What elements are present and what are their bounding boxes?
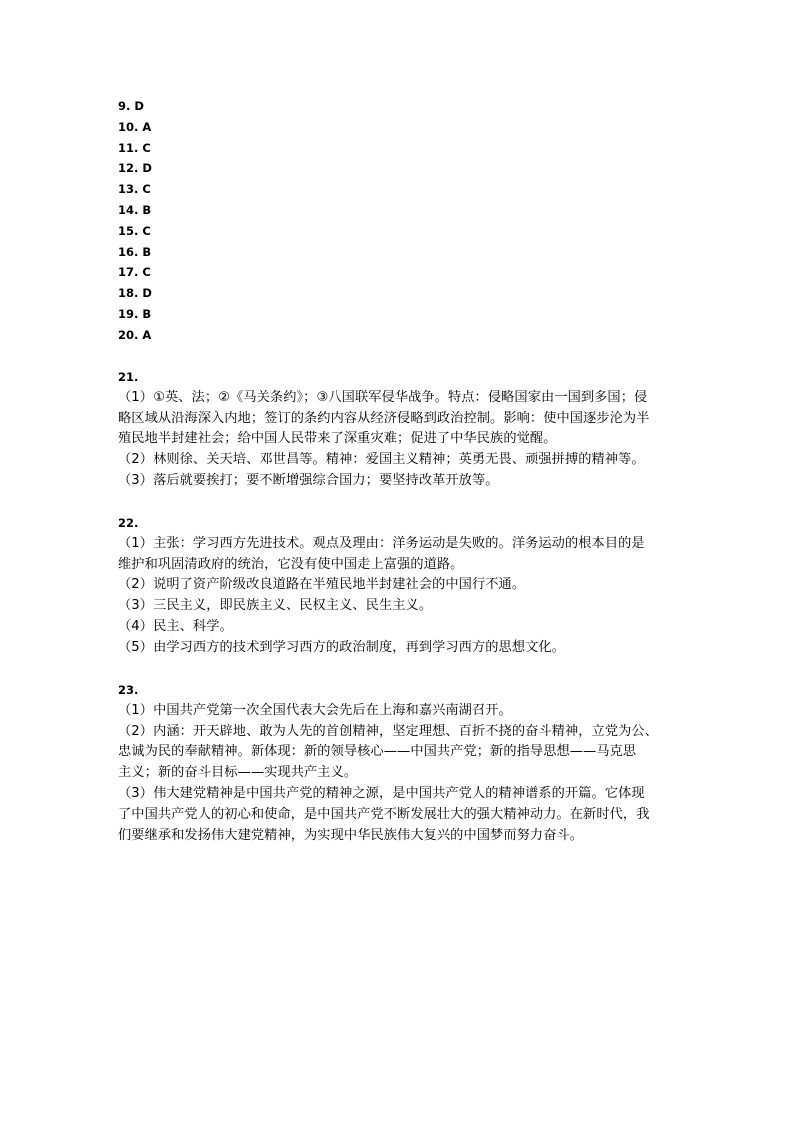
answer-line: 略区域从沿海深入内地；签订的条约内容从经济侵略到政治控制。影响：使中国逐步沦为半 bbox=[118, 410, 650, 426]
answer-line: 主义；新的奋斗目标——实现共产主义。 bbox=[118, 765, 358, 781]
answer-item: 16. B bbox=[118, 244, 152, 259]
answer-line: （1）中国共产党第一次全国代表大会先后在上海和嘉兴南湖召开。 bbox=[118, 702, 512, 718]
answer-line: 们要继承和发扬伟大建党精神，为实现中华民族伟大复兴的中国梦而努力奋斗。 bbox=[118, 827, 584, 843]
answer-line: 殖民地半封建社会；给中国人民带来了深重灾难；促进了中华民族的觉醒。 bbox=[118, 431, 557, 447]
question-22-block bbox=[118, 513, 683, 659]
answer-line: 维护和巩固清政府的统治，它没有使中国走上富强的道路。 bbox=[118, 556, 464, 572]
answer-item: 20. A bbox=[118, 327, 152, 342]
answer-line: （3）落后就要挨打；要不断增强综合国力；要坚持改革开放等。 bbox=[118, 472, 499, 488]
answer-line: （2）林则徐、关天培、邓世昌等。精神：爱国主义精神；英勇无畏、顽强拼搏的精神等。 bbox=[118, 452, 645, 468]
answer-line: （2）内涵：开天辟地、敢为人先的首创精神，坚定理想、百折不挠的奋斗精神，立党为公、 bbox=[118, 723, 658, 739]
answer-item: 17. C bbox=[118, 265, 151, 280]
answer-line: （1）主张：学习西方先进技术。观点及理由：洋务运动是失败的。洋务运动的根本目的是 bbox=[118, 535, 645, 551]
answer-line: （1）①英、法；②《马关条约》；③八国联军侵华战争。特点：侵略国家由一国到多国；侵 bbox=[118, 389, 648, 405]
question-23-block bbox=[118, 680, 683, 846]
question-number: 23. bbox=[118, 683, 139, 697]
answer-line: （3）伟大建党精神是中国共产党的精神之源，是中国共产党人的精神谱系的开篇。它体现 bbox=[118, 785, 645, 801]
answer-line: （4）民主、科学。 bbox=[118, 618, 233, 634]
question-number: 21. bbox=[118, 370, 139, 384]
answer-item: 13. C bbox=[118, 182, 151, 197]
answer-line: （5）由学习西方的技术到学习西方的政治制度，再到学习西方的思想文化。 bbox=[118, 639, 565, 655]
answer-item: 9. D bbox=[118, 99, 144, 113]
answer-line: 忠诚为民的奉献精神。新体现：新的领导核心——中国共产党；新的指导思想——马克思 bbox=[118, 744, 637, 760]
answer-item: 11. C bbox=[118, 140, 151, 155]
question-21-block bbox=[118, 367, 683, 492]
answer-line: （2）说明了资产阶级改良道路在半殖民地半封建社会的中国行不通。 bbox=[118, 577, 526, 593]
question-number: 22. bbox=[118, 516, 139, 530]
answer-line: 了中国共产党人的初心和使命，是中国共产党不断发展壮大的强大精神动力。在新时代，我 bbox=[118, 806, 650, 822]
answer-line: （3）三民主义，即民族主义、民权主义、民生主义。 bbox=[118, 598, 433, 614]
answer-item: 15. C bbox=[118, 223, 151, 238]
answer-item: 19. B bbox=[118, 306, 152, 321]
multiple-choice-answers bbox=[118, 96, 152, 346]
answer-item: 12. D bbox=[118, 161, 152, 176]
answer-item: 10. A bbox=[118, 119, 152, 134]
answer-item: 14. B bbox=[118, 202, 152, 217]
answer-item: 18. D bbox=[118, 286, 152, 301]
